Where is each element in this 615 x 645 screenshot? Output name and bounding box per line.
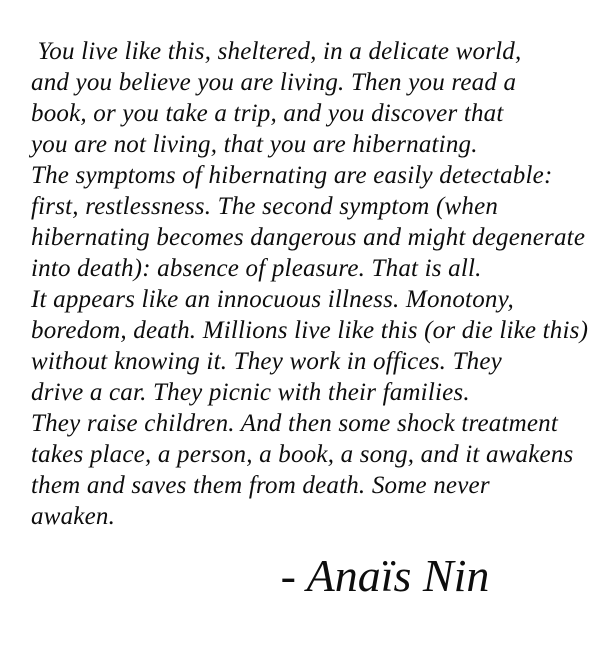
quote-line: It appears like an innocuous illness. Monotony, [31, 286, 514, 313]
quote-line: hibernating becomes dangerous and might degenerate [31, 224, 586, 251]
quote-line: first, restlessness. The second symptom (when [31, 193, 499, 220]
quote-line: takes place, a person, a book, a song, and it awakens [31, 441, 574, 468]
quote-line: them and saves them from death. Some never [31, 472, 490, 499]
quote-line: without knowing it. They work in offices. They [31, 348, 502, 375]
quote-line: book, or you take a trip, and you discover that [31, 100, 504, 127]
quote-line: You live like this, sheltered, in a delicate world, [31, 38, 522, 65]
attribution-author: - Anaïs Nin [280, 550, 490, 601]
quote-line: and you believe you are living. Then you read a [31, 69, 517, 96]
quote-line: into death): absence of pleasure. That is all. [31, 255, 482, 282]
quote-text [31, 36, 605, 532]
quote-line: boredom, death. Millions live like this (or die like this) [31, 317, 589, 344]
quote-line: They raise children. And then some shock treatment [31, 410, 559, 437]
quote-line: drive a car. They picnic with their families. [31, 379, 470, 406]
quote-line: you are not living, that you are hibernating. [31, 131, 478, 158]
quote-line: The symptoms of hibernating are easily detectable: [31, 162, 553, 189]
quote-line: awaken. [31, 503, 116, 530]
